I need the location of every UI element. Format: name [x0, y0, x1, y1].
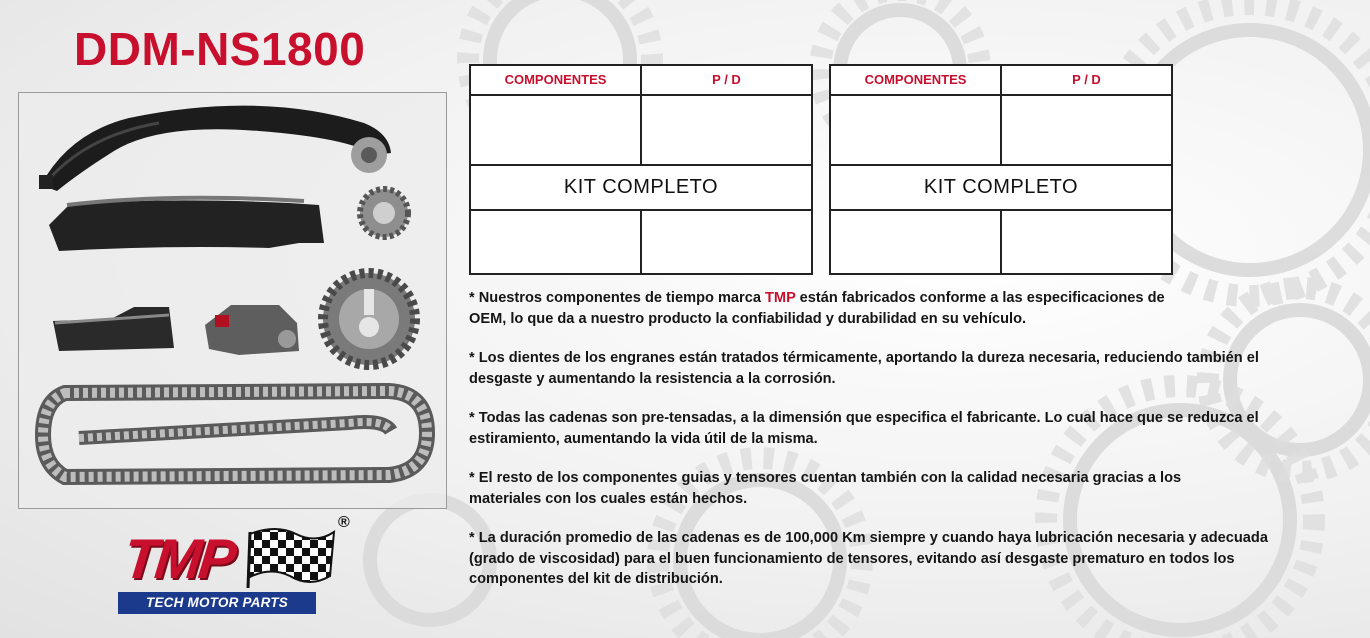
note-paragraph: * La duración promedio de las cadenas es de 100,000 Km siempre y cuando haya lubricación necesaria y adecuada (grado de viscosidad) para el buen funcionamiento de tensores, evitando así desgaste prematuro en todos los componentes del kit de distribución. [469, 530, 1268, 587]
chain-guide-icon [49, 198, 324, 251]
column-header-pd: P / D [1072, 72, 1101, 87]
brand-name: TMP [765, 290, 796, 306]
chain-guide-icon [53, 307, 174, 351]
components-table-right [829, 64, 1173, 275]
table-cell [1002, 96, 1171, 164]
table-cell [1002, 211, 1171, 273]
table-cell [831, 96, 1002, 164]
note-paragraph: * Nuestros componentes de tiempo marca TMP están fabricados conforme a las especificaciones de OEM, lo que da a nuestro producto la confiabilidad y durabilidad en su vehículo. [469, 290, 1165, 327]
page-title: DDM-NS1800 [74, 23, 366, 75]
kit-completo-label: KIT COMPLETO [563, 176, 719, 198]
product-photo [18, 92, 447, 509]
chain-guide-icon [39, 106, 391, 191]
table-cell [471, 211, 642, 273]
note-paragraph: * Todas las cadenas son pre-tensadas, a la dimensión que especifica el fabricante. Lo cual hace que se reduzca el estiramiento, aumentando la vida útil de la misma. [469, 410, 1259, 447]
table-cell [831, 211, 1002, 273]
registered-mark: ® [338, 514, 350, 531]
column-header-componentes: COMPONENTES [831, 66, 1002, 94]
table-cell [642, 211, 811, 273]
sprocket-icon [360, 189, 408, 237]
tensioner-icon [205, 305, 299, 355]
column-header-componentes: COMPONENTES [471, 66, 642, 94]
tmp-logo [118, 514, 358, 618]
sprocket-icon [323, 273, 415, 365]
feature-notes [469, 288, 1349, 609]
table-cell [642, 96, 811, 164]
note-paragraph: * Los dientes de los engranes están tratados térmicamente, aportando la dureza necesaria, reduciendo también el desgaste y aumentando la resistencia a la corrosión. [469, 350, 1259, 387]
logo-tagline: TECH MOTOR PARTS [118, 592, 316, 614]
components-table-left [469, 64, 813, 275]
kit-completo-label: KIT COMPLETO [923, 176, 1079, 198]
note-paragraph: * El resto de los componentes guias y tensores cuentan también con la calidad necesaria gracias a los materiales con los cuales están hechos. [469, 470, 1182, 507]
checkered-flag-icon [246, 524, 338, 590]
table-cell [471, 96, 642, 164]
column-header-pd: P / D [712, 72, 741, 87]
timing-chain-icon [43, 391, 427, 477]
logo-wordmark: TMP [120, 527, 237, 590]
